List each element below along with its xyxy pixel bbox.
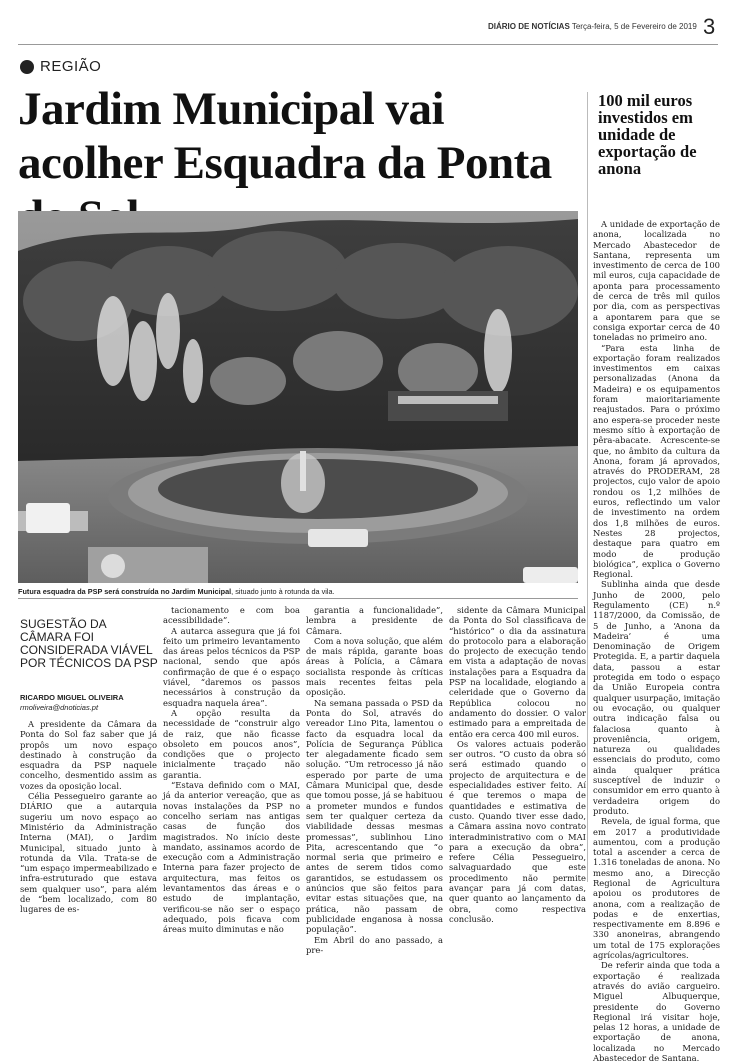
paragraph: A presidente da Câmara da Ponta do Sol faz saber que já propôs um novo espaço destinado à construção da esquadra da PSP naquele concelho, desmentido assim as vozes da oposição local. xyxy=(20,719,157,791)
paragraph: Em Abril do ano passado, a pre- xyxy=(306,934,443,955)
photo-caption xyxy=(18,587,578,596)
article-column-4 xyxy=(449,605,586,924)
sidebar-paragraph: A unidade de exportação de anona, localizada no Mercado Abastecedor de Santana, representa um investimento de cerca de 100 mil euros, cuja capacidade de aponta para processamento de cerca de três mil quilos por dia, com as perspectivas a apontarem para que se consiga exportar cerca de 40 toneladas no primeiro ano. xyxy=(593,219,720,343)
paragraph: Os valores actuais poderão ser outros. “O custo da obra só será estimado quando o projecto de arquitectura e de especialidades estiver feito. Aí é que teremos o mapa de quantidades e estimativa de custo. Quando tiver esse dado, a Câmara assina novo contrato interadministrativo com o MAI para a execução da obra”, refere Célia Pessegueiro, salvaguardado que este procedimento não permite avançar para já com datas, quer quanto ao lançamento da obra, como respectiva conclusão. xyxy=(449,738,586,924)
byline: RICARDO MIGUEL OLIVEIRA xyxy=(20,693,124,702)
sidebar-column xyxy=(593,219,720,1063)
article-column-1 xyxy=(20,719,157,915)
section-bullet-icon xyxy=(20,60,34,74)
paragraph: Na semana passada o PSD da Ponta do Sol, através do vereador Lino Pita, lamentou o facto da esquadra local da Polícia de Segurança Pública ter alegadamente ficado sem solução. “Um retrocesso já não esperado por parte de uma Câmara Municipal que, desde que tomou posse, já se habituou a prometer mundos e fundos sem ter qualquer certeza da viabilidade dessas mesmas promessas”, sublinhou Lino Pita, acrescentando que “o normal seria que primeiro e antes de serem tidos como garantidos, se estudassem os anúncios que são feitos para evitar estas situações que, na prática, não passam de publicidade enganosa à nossa população”. xyxy=(306,697,443,935)
paragraph: sidente da Câmara Municipal da Ponta do Sol classificava de “histórico” o dia da assinatura do protocolo para a elaboração do projecto de execução tendo em vista a adaptação de novas instalações para a Esquadra da PSP na localidade, elogiando a celeridade que o Governo da República colocou no andamento do dossier. O valor estimado para a empreitada de então era cerca 400 mil euros. xyxy=(449,605,586,739)
section-label: REGIÃO xyxy=(40,58,102,75)
paragraph: Célia Pessegueiro garante ao DIÁRIO que a autarquia sugeriu um novo espaço ao Ministério da Administração Interna (MAI), o Jardim Municipal, situado junto à rotunda da Vila. Trata-se de “um espaço impermeabilizado e infra-estruturado que estava sem qualquer uso”, para além de “bem localizado, com 80 lugares de es- xyxy=(20,791,157,915)
caption-divider xyxy=(18,598,578,599)
author-email: rmoliveira@dnoticias.pt xyxy=(20,703,99,712)
sidebar-divider xyxy=(587,92,588,882)
paragraph: A autarca assegura que já foi feito um primeiro levantamento das áreas pelos técnicos da PSP nacional, sendo que após confirmação de que é o espaço viável, “daremos os passos necessários à construção da esquadra naquela área”. xyxy=(163,625,300,708)
masthead xyxy=(488,22,697,31)
sidebar-paragraph: De referir ainda que toda a exportação é realizada através do avião cargueiro. Miguel Albuquerque, presidente do Governo Regional irá visitar hoje, pelas 12 horas, a unidade de exportação de anona, localizada no Mercado Abastecedor de Santana. xyxy=(593,960,720,1063)
issue-date: Terça-feira, 5 de Fevereiro de 2019 xyxy=(571,22,697,31)
section-header xyxy=(20,58,101,75)
article-photo xyxy=(18,211,578,583)
sidebar-paragraph: Sublinha ainda que desde Junho de 2000, pelo Regulamento (CE) n.º 1187/2000, da Comissão, de 5 de Junho, a ‘Anona da Madeira’ é uma Denominação de Origem Protegida. E, a partir daquela data, passou a estar protegida em todo o espaço da União Europeia contra qualquer usurpação, imitação ou evocação, ou qualquer outra indicação falsa ou falaciosa quanto à proveniência, origem, natureza ou qualidades essenciais do produto, como ainda qualquer prática susceptível de induzir o consumidor em erro quanto à verdadeira origem do produto. xyxy=(593,579,720,816)
paragraph: garantia a funcionalidade”, lembra a presidente de Câmara. xyxy=(306,605,443,636)
headline: Jardim Municipal vai acolher Esquadra da Ponta xyxy=(18,83,552,189)
paragraph: tacionamento e com boa acessibilidade”. xyxy=(163,605,300,626)
photo-caption-rest: , situado junto à rotunda da vila. xyxy=(231,587,335,596)
sidebar-paragraph: “Para esta linha de exportação foram realizados investimentos em caixas personalizadas (Anona da Madeira) e os equipamentos foram maioritariamente reajustados. Para o próximo ano espera-se proceder neste mesmo sítio à exportação de pêra-abacate. Acrescente-se que, no âmbito da cultura da Anona, foram já aprovados, através do PRODERAM, 28 projectos, cujo valor de apoio rondou os 1,2 milhões de euros, reflectindo um valor de investimento na ordem dos 1,8 milhões de euros. Nestes 28 projectos, destaque para quatro em modo de produção biológica”, explica o Governo Regional. xyxy=(593,342,720,580)
article-column-2 xyxy=(163,605,300,935)
newspaper-name: DIÁRIO DE NOTÍCIAS xyxy=(488,22,570,31)
top-divider xyxy=(18,44,718,45)
photo-caption-bold: Futura esquadra da PSP será construída no Jardim Municipal xyxy=(18,587,232,596)
paragraph: A opção resulta da necessidade de “construir algo de raiz, que não ficasse obsoleto em poucos anos”, condições que o projecto inicialmente traçado não garantia. xyxy=(163,707,300,780)
article-subhead: SUGESTÃO DA CÂMARA FOI CONSIDERADA VIÁVEL POR TÉCNICOS DA PSP xyxy=(20,617,158,670)
page-number: 3 xyxy=(703,14,716,39)
sidebar-paragraph: Revela, de igual forma, que em 2017 a produtividade aumentou, com a produção total a ascender a cerca de 1.316 toneladas de anona. No mesmo ano, a Direcção Regional de Agricultura apoiou os produtores de anona, com a realização de podas e de enxertias, respectivamente em 8.896 e 330 anoneiras, abrangendo um total de 175 explorações agrícolas/agricultores. xyxy=(593,816,720,961)
article-column-3 xyxy=(306,605,443,955)
paragraph: “Estava definido com o MAI, já da anterior vereação, que as novas instalações da PSP no concelho seriam nas antigas casas de função dos magistrados. No início deste mandato, assinamos acordo de execução com a Administração Interna para fazer projecto de arquitectura, mas feitos os levantamentos das áreas e o estudo de implantação, verificou-se não ser o espaço adequado, pois ficava com áreas muito diminutas e não xyxy=(163,780,300,935)
sidebar-title: 100 mil euros investidos em unidade de exportação de anona xyxy=(598,91,697,178)
roundabout-photo xyxy=(18,211,578,583)
paragraph: Com a nova solução, que além de mais rápida, garante boas áreas à Polícia, a Câmara socialista responde às críticas mais recentes feitas pela oposição. xyxy=(306,635,443,698)
